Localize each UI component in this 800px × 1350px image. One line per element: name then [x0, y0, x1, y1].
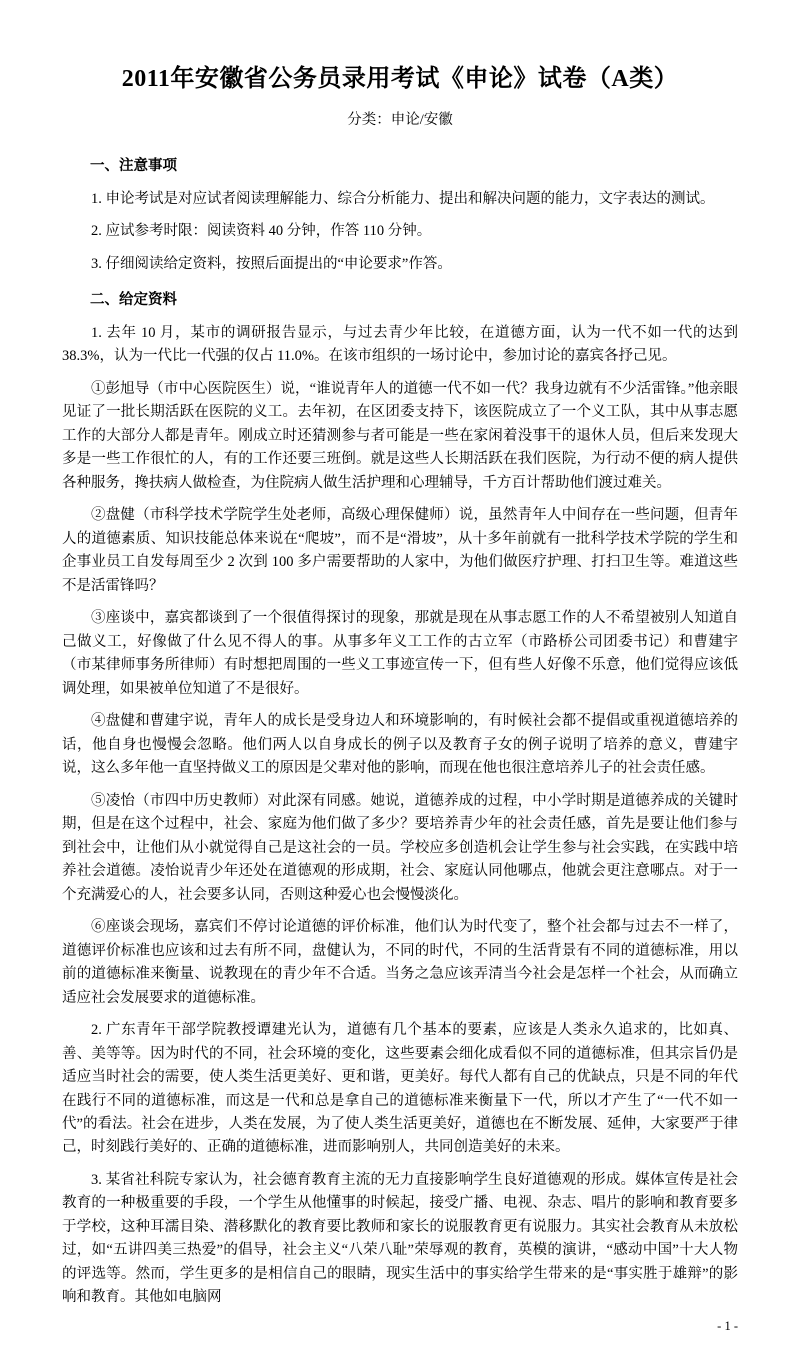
paragraph: ②盘健（市科学技术学院学生处老师，高级心理保健师）说，虽然青年人中间存在一些问题，但青年人的道德素质、知识技能总体来说在“爬坡”，而不是“滑坡”，从十多年前就有一批科学技术学院的学生和企事业员工自发每周至少 2 次到 100 多户需要帮助的人家中，为他们做医疗护理、打扫卫生等。难道这些不是活雷锋吗？ [62, 507, 738, 594]
paragraph: 3. 仔细阅读给定资料，按照后面提出的“申论要求”作答。 [91, 255, 452, 272]
section-heading-materials: 二、给定资料 [90, 292, 177, 309]
paragraph: 3. 某省社科院专家认为，社会德育教育主流的无力直接影响学生良好道德观的形成。媒体宣传是社会教育的一种极重要的手段，一个学生从他懂事的时候起，接受广播、电视、杂志、唱片的影响和教育要多于学校，这种耳濡目染、潜移默化的教育要比教师和家长的说服教育更有说服力。其实社会教育从未放松过，如“五讲四美三热爱”的倡导，社会主义“八荣八耻”荣辱观的教育，英模的演讲，“感动中国”十大人物的评选等。然而，学生更多的是相信自己的眼睛，现实生活中的事实给学生带来的是“事实胜于雄辩”的影响和教育。其他如电脑网 [62, 1171, 738, 1306]
paragraph: 2. 广东青年干部学院教授谭建光认为，道德有几个基本的要素，应该是人类永久追求的，比如真、善、美等等。因为时代的不同，社会环境的变化，这些要素会细化成看似不同的道德标准，但其宗旨仍是适应当时社会的需要，使人类生活更美好、更和谐，更美好。每代人都有自己的优缺点，只是不同的年代在践行不同的道德标准，而这是一代和总是拿自己的道德标准来衡量下一代，所以才产生了“一代不如一代”的看法。社会在进步，人类在发展，为了使人类生活更美好，道德也在不断发展、延伸，大家要严于律己，时刻践行美好的、正确的道德标准，进而影响别人，共同创造美好的未来。 [62, 1022, 738, 1156]
paragraph: ①彭旭导（市中心医院医生）说，“谁说青年人的道德一代不如一代？我身边就有不少活雷锋。”他亲眼见证了一批长期活跃在医院的义工。去年初，在区团委支持下，该医院成立了一个义工队，其中从事志愿工作的大部分人都是青年。刚成立时还猜测参与者可能是一些在家闲着没事干的退休人员，但后来发现大多是一些工作很忙的人，有的工作还要三班倒。就是这些人长期活跃在我们医院，为行动不便的病人提供各种服务，搀扶病人做检查，为住院病人做生活护理和心理辅导，千方百计帮助他们渡过难关。 [62, 380, 738, 491]
paragraph: ⑤凌怡（市四中历史教师）对此深有同感。她说，道德养成的过程，中小学时期是道德养成的关键时期，但是在这个过程中，社会、家庭为他们做了多少？要培养青少年的社会责任感，首先是要让他们参与到社会中，让他们从小就觉得自己是这社会的一员。学校应多创造机会让学生参与社会实践，在实践中培养社会道德。凌怡说青少年还处在道德观的形成期，社会、家庭认同他哪点，他就会更注意哪点。对于一个充满爱心的人，社会要多认同，否则这种爱心也会慢慢淡化。 [62, 792, 738, 903]
page-number: - 1 - [717, 1318, 738, 1333]
paragraph: ③座谈中，嘉宾都谈到了一个很值得探讨的现象，那就是现在从事志愿工作的人不希望被别人知道自己做义工，好像做了什么见不得人的事。从事多年义工工作的古立军（市路桥公司团委书记）和曹建宇（市某律师事务所律师）有时想把周围的一些义工事迹宣传一下，但有些人好像不乐意，他们觉得应该低调处理，如果被单位知道了不是很好。 [62, 610, 738, 697]
paragraph: 1. 申论考试是对应试者阅读理解能力、综合分析能力、提出和解决问题的能力，文字表达的测试。 [91, 190, 715, 207]
paragraph: ④盘健和曹建宇说，青年人的成长是受身边人和环境影响的，有时候社会都不提倡或重视道德培养的话，他自身也慢慢会忽略。他们两人以自身成长的例子以及教育子女的例子说明了培养的意义，曹建宇说，这么多年他一直坚持做义工的原因是父辈对他的影响，而现在他也很注意培养儿子的社会责任感。 [62, 713, 738, 777]
paragraph: ⑥座谈会现场，嘉宾们不停讨论道德的评价标准，他们认为时代变了，整个社会都与过去不一样了，道德评价标准也应该和过去有所不同，盘健认为，不同的时代，不同的生活背景有不同的道德标准，用以前的道德标准来衡量、说教现在的青少年不合适。当务之急应该弄清当今社会是怎样一个社会，从而确立适应社会发展要求的道德标准。 [62, 919, 738, 1006]
paragraph: 2. 应试参考时限：阅读资料 40 分钟，作答 110 分钟。 [91, 223, 432, 240]
section-heading-notes: 一、注意事项 [90, 158, 177, 175]
document-category: 分类：申论/安徽 [347, 112, 453, 129]
paragraph: 1. 去年 10 月，某市的调研报告显示，与过去青少年比较，在道德方面，认为一代不如一代的达到 38.3%，认为一代比一代强的仅占 11.0%。在该市组织的一场讨论中，参加讨论的嘉宾各抒己见。 [62, 324, 738, 365]
page-title: 2011年安徽省公务员录用考试《申论》试卷（A类） [121, 66, 679, 92]
